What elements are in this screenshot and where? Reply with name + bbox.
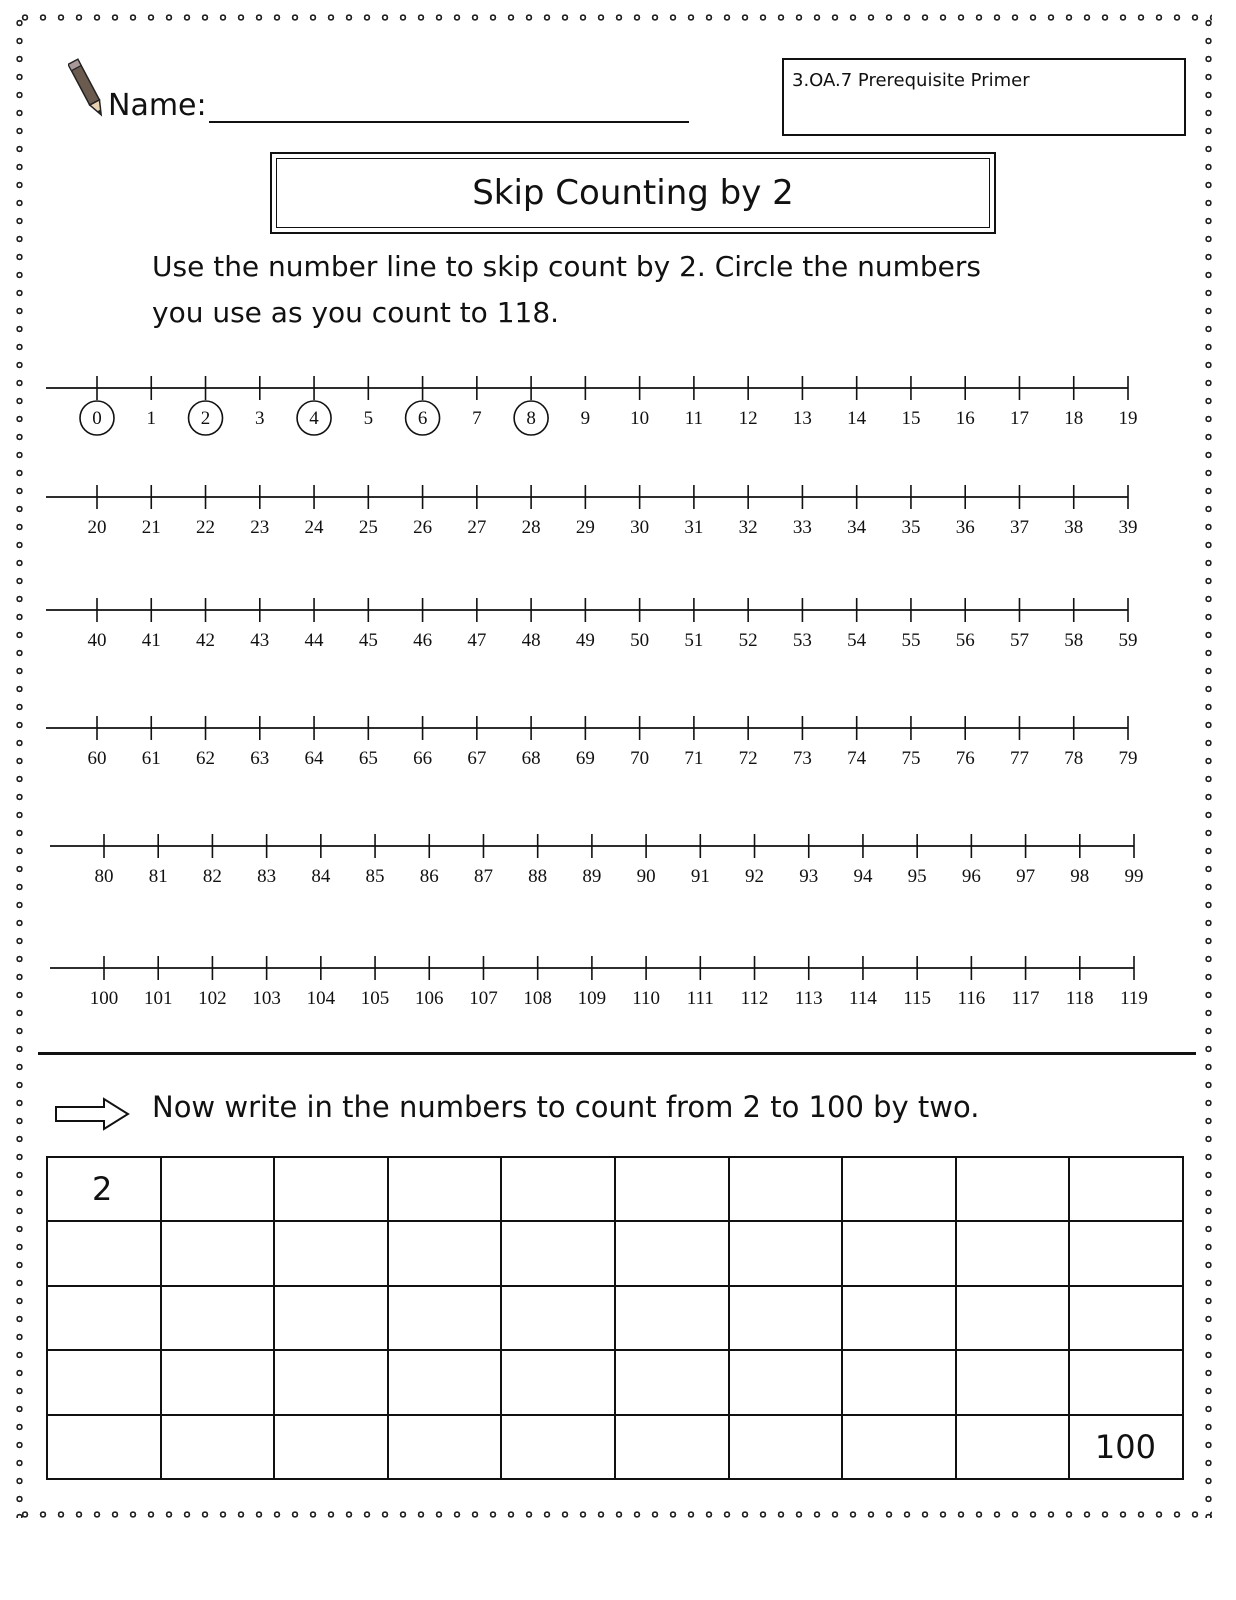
grid-cell[interactable] xyxy=(274,1221,388,1285)
tick-label-21[interactable]: 21 xyxy=(141,517,161,538)
tick-label-55[interactable]: 55 xyxy=(901,630,921,651)
tick-label-58[interactable]: 58 xyxy=(1064,630,1084,651)
tick-label-40[interactable]: 40 xyxy=(87,630,107,651)
tick-label-28[interactable]: 28 xyxy=(521,517,541,538)
grid-cell[interactable] xyxy=(47,1286,161,1350)
grid-cell[interactable] xyxy=(388,1415,502,1479)
tick-label-8[interactable]: 8 xyxy=(526,408,536,429)
grid-cell[interactable] xyxy=(501,1221,615,1285)
tick-label-77[interactable]: 77 xyxy=(1009,748,1029,769)
grid-row xyxy=(47,1157,1183,1221)
grid-cell[interactable] xyxy=(842,1286,956,1350)
tick-label-71[interactable]: 71 xyxy=(684,748,704,769)
tick-label-94[interactable]: 94 xyxy=(853,866,873,887)
tick-label-119[interactable]: 119 xyxy=(1120,988,1148,1009)
grid-cell[interactable]: 100 xyxy=(1069,1415,1183,1479)
tick-label-19[interactable]: 19 xyxy=(1118,408,1138,429)
tick-label-102[interactable]: 102 xyxy=(198,988,227,1009)
grid-cell[interactable] xyxy=(842,1415,956,1479)
grid-cell[interactable] xyxy=(388,1221,502,1285)
grid-cell[interactable] xyxy=(729,1221,843,1285)
tick-label-111[interactable]: 111 xyxy=(686,988,714,1009)
grid-cell[interactable] xyxy=(956,1350,1070,1414)
tick-label-0[interactable]: 0 xyxy=(92,408,102,429)
tick-label-24[interactable]: 24 xyxy=(304,517,324,538)
tick-label-33[interactable]: 33 xyxy=(792,517,812,538)
tick-label-74[interactable]: 74 xyxy=(847,748,867,769)
tick-label-86[interactable]: 86 xyxy=(419,866,439,887)
tick-label-9[interactable]: 9 xyxy=(580,408,591,429)
tick-label-106[interactable]: 106 xyxy=(415,988,444,1009)
tick-label-36[interactable]: 36 xyxy=(955,517,975,538)
tick-label-29[interactable]: 29 xyxy=(575,517,595,538)
grid-cell[interactable] xyxy=(274,1286,388,1350)
tick-label-69[interactable]: 69 xyxy=(575,748,595,769)
tick-label-43[interactable]: 43 xyxy=(250,630,270,651)
tick-label-50[interactable]: 50 xyxy=(630,630,650,651)
grid-cell[interactable] xyxy=(388,1350,502,1414)
tick-label-109[interactable]: 109 xyxy=(577,988,607,1009)
name-label: Name: xyxy=(108,88,207,123)
page-title: Skip Counting by 2 xyxy=(472,173,794,213)
tick-label-78[interactable]: 78 xyxy=(1064,748,1084,769)
tick-label-59[interactable]: 59 xyxy=(1118,630,1138,651)
tick-label-66[interactable]: 66 xyxy=(413,748,433,769)
tick-label-35[interactable]: 35 xyxy=(901,517,921,538)
tick-label-90[interactable]: 90 xyxy=(636,866,656,887)
grid-cell[interactable] xyxy=(729,1286,843,1350)
tick-label-76[interactable]: 76 xyxy=(955,748,975,769)
tick-label-48[interactable]: 48 xyxy=(521,630,541,651)
tick-label-104[interactable]: 104 xyxy=(306,988,336,1009)
tick-label-93[interactable]: 93 xyxy=(799,866,819,887)
grid-cell[interactable] xyxy=(615,1350,729,1414)
tick-label-105[interactable]: 105 xyxy=(360,988,390,1009)
tick-label-100[interactable]: 100 xyxy=(89,988,119,1009)
tick-label-17[interactable]: 17 xyxy=(1009,408,1029,429)
tick-label-114[interactable]: 114 xyxy=(849,988,877,1009)
grid-cell[interactable] xyxy=(729,1415,843,1479)
grid-cell[interactable] xyxy=(161,1221,275,1285)
tick-label-116[interactable]: 116 xyxy=(957,988,986,1009)
grid-row xyxy=(47,1286,1183,1350)
tick-label-47[interactable]: 47 xyxy=(467,630,487,651)
grid-cell[interactable] xyxy=(729,1350,843,1414)
grid-cell[interactable] xyxy=(1069,1157,1183,1221)
tick-label-117[interactable]: 117 xyxy=(1011,988,1040,1009)
grid-cell[interactable] xyxy=(842,1157,956,1221)
tick-label-103[interactable]: 103 xyxy=(252,988,281,1009)
tick-label-91[interactable]: 91 xyxy=(690,866,710,887)
grid-cell[interactable] xyxy=(47,1415,161,1479)
tick-label-2[interactable]: 2 xyxy=(200,408,211,429)
grid-cell[interactable] xyxy=(615,1415,729,1479)
grid-cell[interactable] xyxy=(729,1157,843,1221)
grid-row xyxy=(47,1221,1183,1285)
tick-label-89[interactable]: 89 xyxy=(582,866,602,887)
tick-label-81[interactable]: 81 xyxy=(148,866,168,887)
tick-label-26[interactable]: 26 xyxy=(413,517,433,538)
tick-label-79[interactable]: 79 xyxy=(1118,748,1138,769)
grid-cell[interactable] xyxy=(1069,1350,1183,1414)
tick-label-20[interactable]: 20 xyxy=(87,517,107,538)
tick-label-112[interactable]: 112 xyxy=(740,988,769,1009)
tick-label-85[interactable]: 85 xyxy=(365,866,385,887)
tick-label-18[interactable]: 18 xyxy=(1064,408,1084,429)
tick-label-95[interactable]: 95 xyxy=(907,866,927,887)
instructions-line-2: you use as you count to 118. xyxy=(152,296,560,329)
section-divider xyxy=(38,1052,1196,1055)
grid-row xyxy=(47,1350,1183,1414)
tick-label-54[interactable]: 54 xyxy=(847,630,867,651)
right-arrow-icon xyxy=(54,1097,130,1131)
tick-label-63[interactable]: 63 xyxy=(250,748,270,769)
grid-cell[interactable] xyxy=(161,1157,275,1221)
tick-label-88[interactable]: 88 xyxy=(528,866,548,887)
tick-label-49[interactable]: 49 xyxy=(575,630,595,651)
tick-label-80[interactable]: 80 xyxy=(94,866,114,887)
tick-label-30[interactable]: 30 xyxy=(630,517,650,538)
tick-label-113[interactable]: 113 xyxy=(794,988,823,1009)
tick-label-3[interactable]: 3 xyxy=(255,408,265,429)
tick-label-68[interactable]: 68 xyxy=(521,748,541,769)
grid-cell[interactable] xyxy=(501,1350,615,1414)
grid-cell[interactable] xyxy=(388,1286,502,1350)
tick-label-56[interactable]: 56 xyxy=(955,630,975,651)
tick-label-83[interactable]: 83 xyxy=(257,866,277,887)
tick-label-15[interactable]: 15 xyxy=(901,408,921,429)
tick-label-1[interactable]: 1 xyxy=(146,408,157,429)
tick-label-87[interactable]: 87 xyxy=(473,866,493,887)
tick-label-27[interactable]: 27 xyxy=(467,517,487,538)
tick-label-5[interactable]: 5 xyxy=(363,408,374,429)
border-bottom xyxy=(16,1511,1212,1518)
tick-label-72[interactable]: 72 xyxy=(738,748,758,769)
grid-cell[interactable] xyxy=(274,1157,388,1221)
tick-label-12[interactable]: 12 xyxy=(738,408,758,429)
tick-label-96[interactable]: 96 xyxy=(961,866,981,887)
grid-row xyxy=(47,1415,1183,1479)
grid-cell[interactable] xyxy=(615,1221,729,1285)
tick-label-75[interactable]: 75 xyxy=(901,748,921,769)
tick-label-110[interactable]: 110 xyxy=(632,988,661,1009)
tick-label-70[interactable]: 70 xyxy=(630,748,650,769)
grid-cell[interactable] xyxy=(47,1350,161,1414)
tick-label-118[interactable]: 118 xyxy=(1065,988,1094,1009)
grid-cell[interactable] xyxy=(161,1415,275,1479)
tick-label-38[interactable]: 38 xyxy=(1064,517,1084,538)
tick-label-23[interactable]: 23 xyxy=(250,517,270,538)
tick-label-107[interactable]: 107 xyxy=(469,988,498,1009)
tick-label-10[interactable]: 10 xyxy=(630,408,650,429)
grid-cell[interactable] xyxy=(161,1286,275,1350)
tick-label-97[interactable]: 97 xyxy=(1016,866,1036,887)
standard-label: 3.OA.7 Prerequisite Primer xyxy=(792,70,1030,91)
tick-label-52[interactable]: 52 xyxy=(738,630,758,651)
tick-label-61[interactable]: 61 xyxy=(141,748,161,769)
grid-cell[interactable] xyxy=(956,1415,1070,1479)
tick-label-73[interactable]: 73 xyxy=(792,748,812,769)
grid-cell[interactable] xyxy=(501,1157,615,1221)
grid-cell[interactable] xyxy=(501,1415,615,1479)
grid-cell[interactable] xyxy=(615,1157,729,1221)
grid-cell[interactable] xyxy=(842,1221,956,1285)
tick-label-11[interactable]: 11 xyxy=(684,408,704,429)
tick-label-7[interactable]: 7 xyxy=(472,408,482,429)
grid-cell[interactable] xyxy=(388,1157,502,1221)
answer-grid xyxy=(46,1156,1184,1480)
grid-cell[interactable] xyxy=(501,1286,615,1350)
grid-cell[interactable] xyxy=(615,1286,729,1350)
tick-label-51[interactable]: 51 xyxy=(684,630,704,651)
tick-label-44[interactable]: 44 xyxy=(304,630,324,651)
tick-label-37[interactable]: 37 xyxy=(1009,517,1029,538)
grid-cell[interactable] xyxy=(274,1415,388,1479)
grid-cell[interactable] xyxy=(1069,1286,1183,1350)
tick-label-41[interactable]: 41 xyxy=(141,630,161,651)
instructions-line-1: Use the number line to skip count by 2. Circle the numbers xyxy=(152,250,981,283)
write-numbers-prompt: Now write in the numbers to count from 2 to 100 by two. xyxy=(152,1090,980,1124)
tick-label-67[interactable]: 67 xyxy=(467,748,487,769)
tick-label-99[interactable]: 99 xyxy=(1124,866,1144,887)
tick-label-101[interactable]: 101 xyxy=(143,988,173,1009)
tick-label-22[interactable]: 22 xyxy=(196,517,216,538)
tick-label-45[interactable]: 45 xyxy=(358,630,378,651)
tick-label-42[interactable]: 42 xyxy=(196,630,216,651)
tick-label-14[interactable]: 14 xyxy=(847,408,867,429)
tick-label-65[interactable]: 65 xyxy=(358,748,378,769)
tick-label-115[interactable]: 115 xyxy=(903,988,932,1009)
grid-cell[interactable]: 2 xyxy=(47,1157,161,1221)
tick-label-98[interactable]: 98 xyxy=(1070,866,1090,887)
grid-cell[interactable] xyxy=(842,1350,956,1414)
grid-cell[interactable] xyxy=(161,1350,275,1414)
grid-cell[interactable] xyxy=(274,1350,388,1414)
tick-label-62[interactable]: 62 xyxy=(196,748,216,769)
tick-label-32[interactable]: 32 xyxy=(738,517,758,538)
tick-label-31[interactable]: 31 xyxy=(684,517,704,538)
tick-label-53[interactable]: 53 xyxy=(792,630,812,651)
tick-label-64[interactable]: 64 xyxy=(304,748,324,769)
tick-label-34[interactable]: 34 xyxy=(847,517,867,538)
tick-label-46[interactable]: 46 xyxy=(413,630,433,651)
tick-label-60[interactable]: 60 xyxy=(87,748,107,769)
tick-label-16[interactable]: 16 xyxy=(955,408,975,429)
grid-cell[interactable] xyxy=(956,1221,1070,1285)
tick-label-6[interactable]: 6 xyxy=(417,408,428,429)
grid-cell[interactable] xyxy=(47,1221,161,1285)
tick-label-108[interactable]: 108 xyxy=(523,988,552,1009)
tick-label-4[interactable]: 4 xyxy=(309,408,319,429)
grid-cell[interactable] xyxy=(1069,1221,1183,1285)
tick-label-25[interactable]: 25 xyxy=(358,517,378,538)
tick-label-57[interactable]: 57 xyxy=(1009,630,1029,651)
tick-label-82[interactable]: 82 xyxy=(202,866,222,887)
grid-cell[interactable] xyxy=(956,1157,1070,1221)
tick-label-39[interactable]: 39 xyxy=(1118,517,1138,538)
tick-label-92[interactable]: 92 xyxy=(745,866,765,887)
grid-cell[interactable] xyxy=(956,1286,1070,1350)
tick-label-13[interactable]: 13 xyxy=(792,408,812,429)
tick-label-84[interactable]: 84 xyxy=(311,866,331,887)
